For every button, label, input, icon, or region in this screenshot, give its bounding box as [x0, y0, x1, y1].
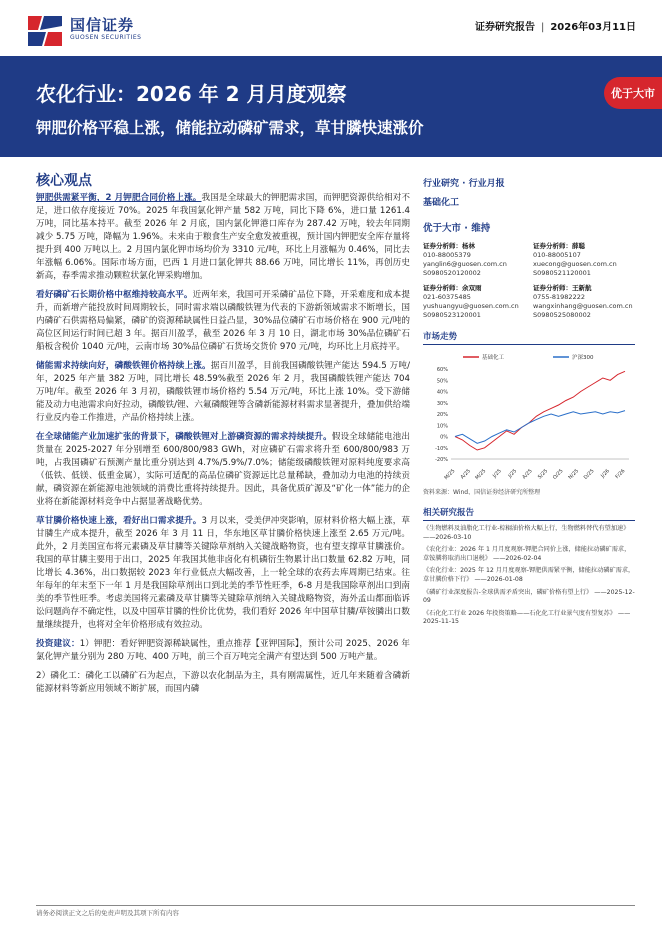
y-tick-label: 10% [436, 423, 448, 430]
rating-badge: 优于大市 [604, 77, 662, 109]
market-trend-title: 市场走势 [423, 330, 635, 345]
glyphosate-text: 3 月以来，受美伊冲突影响，原材料价格大幅上涨，草甘膦生产成本提升，截至 2026 年 3 月 11 日，华东地区草甘膦价格快速上涨至 2.65 万元/吨。此外，2 月美国宣布将元素磷及草甘膦等关键除草剂纳入关键战略物资，也有望支撑草甘膦涨价。我国的草甘膦主要用于出口，2025 年我国其他非卤化有机磷衍生物累计出口数量 62.82 万吨，同比增长 4.36%，出口数据较 2023 年行业低点大幅改善，上一轮全球的农药去库周期已结束。往年每年的年末至下一年 1 月是我国除草剂出口到北美的季节性旺季，6-8 月是我国除草剂出口到南美的季节性旺季。考虑美国将元素磷及草甘膦等关键除草剂纳入关键战略物资，海外孟山都面临诉讼问题尚存不确定性，以及中国草甘膦的性价比优势，我们看好 2026 年中国草甘膦/草铵膦出口数量继续提升，也将对全年价格形成有效拉动。 [36, 516, 410, 630]
title-banner [0, 56, 662, 157]
analyst-email[interactable]: wangxinhang@guosen.com.cn [533, 302, 633, 310]
storage-text: 假设全球储能电池出货量在 2025-2027 年分别增至 600/800/983 GWh，对应磷矿石需求将升至 600/800/983 万吨，占我国磷矿石预测产量比重分别达到 4.7%/5.9%/7.0%；储能级磷酸铁锂对原料纯度要求高（低铁、低镁、低重金属），实际可适配的高品位磷矿资源远比总量稀缺，叠加动力电池的持续贡献，磷资源在新能源电池领域的消费比重将持续提升。因此，具备优质矿源及“矿化一体”能力的企业将在新能源材料竞争中占据显著战略优势。 [36, 432, 410, 507]
rating-label: 优于大市 · 维持 [423, 223, 491, 234]
report-title: 农化行业：2026 年 2 月月度观察 [36, 82, 347, 106]
logo-text-cn: 国信证券 [70, 16, 135, 34]
y-tick-label: 40% [436, 389, 448, 396]
glyphosate-paragraph [36, 515, 410, 632]
analyst-cert: S0980525080002 [533, 311, 591, 319]
storage-paragraph [36, 431, 410, 509]
potash-paragraph [36, 192, 410, 283]
phosphate-lead: 看好磷矿石长期价格中枢维持较高水平。 [36, 290, 193, 300]
series-line-1 [455, 411, 625, 444]
analyst-email[interactable]: yushuangyu@guosen.com.cn [423, 302, 519, 310]
analyst-role: 证券分析师： [423, 242, 462, 250]
lfp-lead: 储能需求持续向好，磷酸铁锂价格持续上涨。 [36, 361, 211, 371]
analyst-name: 余双雨 [462, 284, 482, 292]
analyst-cert: S0980523120001 [423, 311, 481, 319]
y-tick-label: 0% [440, 434, 448, 441]
analyst-role: 证券分析师： [533, 242, 572, 250]
related-report-item[interactable]: 《生物燃料及油脂化工行业-棕榈油价格大幅上行，生物燃料替代有望加速》 ——2026-03-10 [423, 525, 630, 541]
lfp-text: 据百川盈孚，目前我国磷酸铁锂产能达 594.5 万吨/年，2025 年产量 382 万吨，同比增长 48.59%截至 2026 年 2 月，我国磷酸铁锂产能达 704 万吨/年。截至 2026 年 3 月初，磷酸铁锂市场价格约 5.54 万元/吨，环比上涨 10%。受下游储能及动力电池需求向好拉动，磷酸铁/锂、六氟磷酸锂等含磷新能源材料需求显著提升，叠加供给端行业反内卷工作推进，产品价格持续上涨。 [36, 361, 410, 423]
y-tick-label: -20% [435, 457, 448, 463]
analyst-card [533, 284, 637, 320]
related-report-item[interactable]: 《农化行业：2026 年 1 月月度观察-钾肥合同价上涨，储能拉动磷矿需求，草铵膦将取消出口退税》 ——2026-02-04 [423, 546, 631, 562]
page-footer [36, 905, 635, 917]
core-views-title: 核心观点 [36, 173, 92, 189]
x-tick-label: J/25 [507, 468, 519, 480]
analyst-phone: 021-60375485 [423, 293, 471, 301]
investment-paragraph-2 [36, 670, 410, 696]
report-type: 证券研究报告 [474, 22, 535, 33]
analyst-email[interactable]: xuecong@guosen.com.cn [533, 260, 617, 268]
analyst-email[interactable]: yanglin6@guosen.com.cn [423, 260, 507, 268]
related-report-item[interactable]: 《石化化工行业 2026 年投资策略——石化化工行业景气度有望复苏》 ——2025-11-15 [423, 609, 631, 626]
y-tick-label: 60% [436, 367, 448, 373]
investment-paragraph [36, 638, 410, 664]
storage-lead: 在全球储能产业加速扩张的背景下，磷酸铁锂对上游磷资源的需求持续提升。 [36, 432, 332, 442]
analyst-card [423, 284, 527, 320]
x-tick-label: F/26 [614, 468, 627, 481]
legend-label: 沪深300 [572, 355, 594, 361]
phosphate-paragraph [36, 289, 410, 354]
glyphosate-lead: 草甘膦价格快速上涨，看好出口需求提升。 [36, 516, 202, 526]
page-header [0, 0, 662, 56]
x-tick-label: M/25 [443, 468, 457, 482]
report-date: 2026年03月11日 [550, 22, 636, 33]
x-tick-label: A/25 [459, 468, 472, 481]
core-views-section [36, 170, 410, 702]
footer-disclaimer: 请务必阅读正文之后的免责声明及其项下所有内容 [36, 909, 179, 917]
analyst-role: 证券分析师： [533, 284, 572, 292]
logo-text-en: GUOSEN SECURITIES [70, 34, 142, 41]
related-report-item[interactable]: 《磷矿行业深度报告-全球供需矛盾突出，磷矿价格有望上行》 ——2025-12-09 [423, 588, 635, 605]
analyst-name: 薛聪 [572, 242, 585, 250]
market-trend-chart [423, 347, 635, 485]
phosphate-text: 近两年来，我国可开采磷矿品位下降，开采难度和成本提升，而新增产能投放时间周期较长，同时需求端以磷酸铁锂为代表的下游新领域需求不断增长，国内磷矿石供需格局偏紧，磷矿的资源稀缺属性日益凸显，30%品位磷矿石市场价格在 900 元/吨的高位区间运行时间已超 3 年。据百川盈孚，截至 2026 年 3 月 10 日，湖北市场 30%品位磷矿石船板含税价 1040 元/吨，云南市场 30%品位磷矿石货场交货价 970 元/吨，均环比上月底持平。 [36, 290, 410, 352]
investment-text-2: 2）磷化工：磷化工以磷矿石为起点，下游以农化制品为主，具有刚需属性，近几年来随着含磷新能源材料等新应用领域不断扩展，而国内磷 [36, 671, 410, 694]
analyst-list [423, 242, 635, 320]
sidebar [423, 176, 635, 627]
potash-lead: 钾肥供需紧平衡，2 月钾肥合同价格上涨。 [36, 193, 202, 203]
analyst-role: 证券分析师： [423, 284, 462, 292]
investment-lead: 投资建议： [36, 639, 80, 649]
y-tick-label: 20% [436, 412, 448, 418]
y-tick-label: 30% [436, 400, 448, 407]
lfp-paragraph [36, 360, 410, 425]
x-tick-label: N/25 [567, 468, 581, 481]
analyst-name: 杨林 [462, 242, 475, 250]
analyst-phone: 010-88005379 [423, 251, 471, 259]
analyst-card [423, 242, 527, 278]
analyst-phone: 0755-81982222 [533, 293, 585, 301]
y-tick-label: -10% [435, 445, 448, 452]
x-tick-label: O/25 [551, 468, 565, 481]
investment-text: 1）钾肥：看好钾肥资源稀缺属性，重点推荐【亚钾国际】，预计公司 2025、2026 年氯化钾产量分别为 280 万吨、400 万吨，前三个百万吨完全满产有望达到 500 万吨产量。 [36, 639, 410, 662]
analyst-name: 王新航 [572, 284, 592, 292]
x-tick-label: J/26 [599, 468, 611, 480]
related-report-item[interactable]: 《农化行业：2025 年 12 月月度观察-钾肥供需紧平衡，储能拉动磷矿需求，草甘膦价格下行》 ——2026-01-08 [423, 567, 635, 583]
x-tick-label: M/25 [474, 468, 488, 482]
research-type: 行业研究 · 行业月报 [423, 179, 505, 189]
x-tick-label: A/25 [521, 468, 534, 481]
potash-text: 我国是全球最大的钾肥需求国，而钾肥资源供给相对不足，进口依存度接近 70%。2025 年我国氯化钾产量 582 万吨，同比下降 6%，进口量 1261.4 万吨，同比基本持平。截至 2026 年 2 月底，国内氯化钾港口库存为 287.42 万吨，较去年同期减少 5.75 万吨，降幅为 1.96%。未来由于粮食生产安全愈发被重视，预计国内钾肥安全库存量将提升到 400 万吨以上。2 月国内氯化钾市场均价为 3310 元/吨，环比上月涨幅为 0.46%，同比去年涨幅 6.06%。国际市场方面，巴西 1 月进口氯化钾共 88.66 万吨，同比增长 11%，再创历史新高，春季需求推动颗粒状氯化钾采购增加。 [36, 193, 410, 281]
guosen-logo [26, 12, 196, 48]
x-tick-label: D/25 [582, 468, 596, 481]
series-line-0 [455, 371, 625, 450]
chart-source: 资料来源：Wind、国信证券经济研究所整理 [423, 489, 541, 496]
report-meta: 证券研究报告 | 2026年03月11日 [474, 22, 636, 33]
analyst-card [533, 242, 637, 278]
analyst-phone: 010-88005107 [533, 251, 581, 259]
industry-name: 基础化工 [423, 198, 460, 208]
analyst-cert: S0980520120002 [423, 269, 481, 277]
report-subtitle: 钾肥价格平稳上涨，储能拉动磷矿需求，草甘膦快速涨价 [36, 119, 424, 137]
related-reports-title: 相关研究报告 [423, 506, 635, 521]
trend-chart-svg [423, 347, 635, 485]
x-tick-label: J/25 [491, 468, 503, 480]
analyst-cert: S0980521120001 [533, 269, 591, 277]
guosen-logo-icon [26, 12, 64, 48]
x-tick-label: S/25 [536, 468, 550, 481]
legend-label: 基础化工 [482, 355, 505, 361]
y-tick-label: 50% [436, 378, 448, 385]
